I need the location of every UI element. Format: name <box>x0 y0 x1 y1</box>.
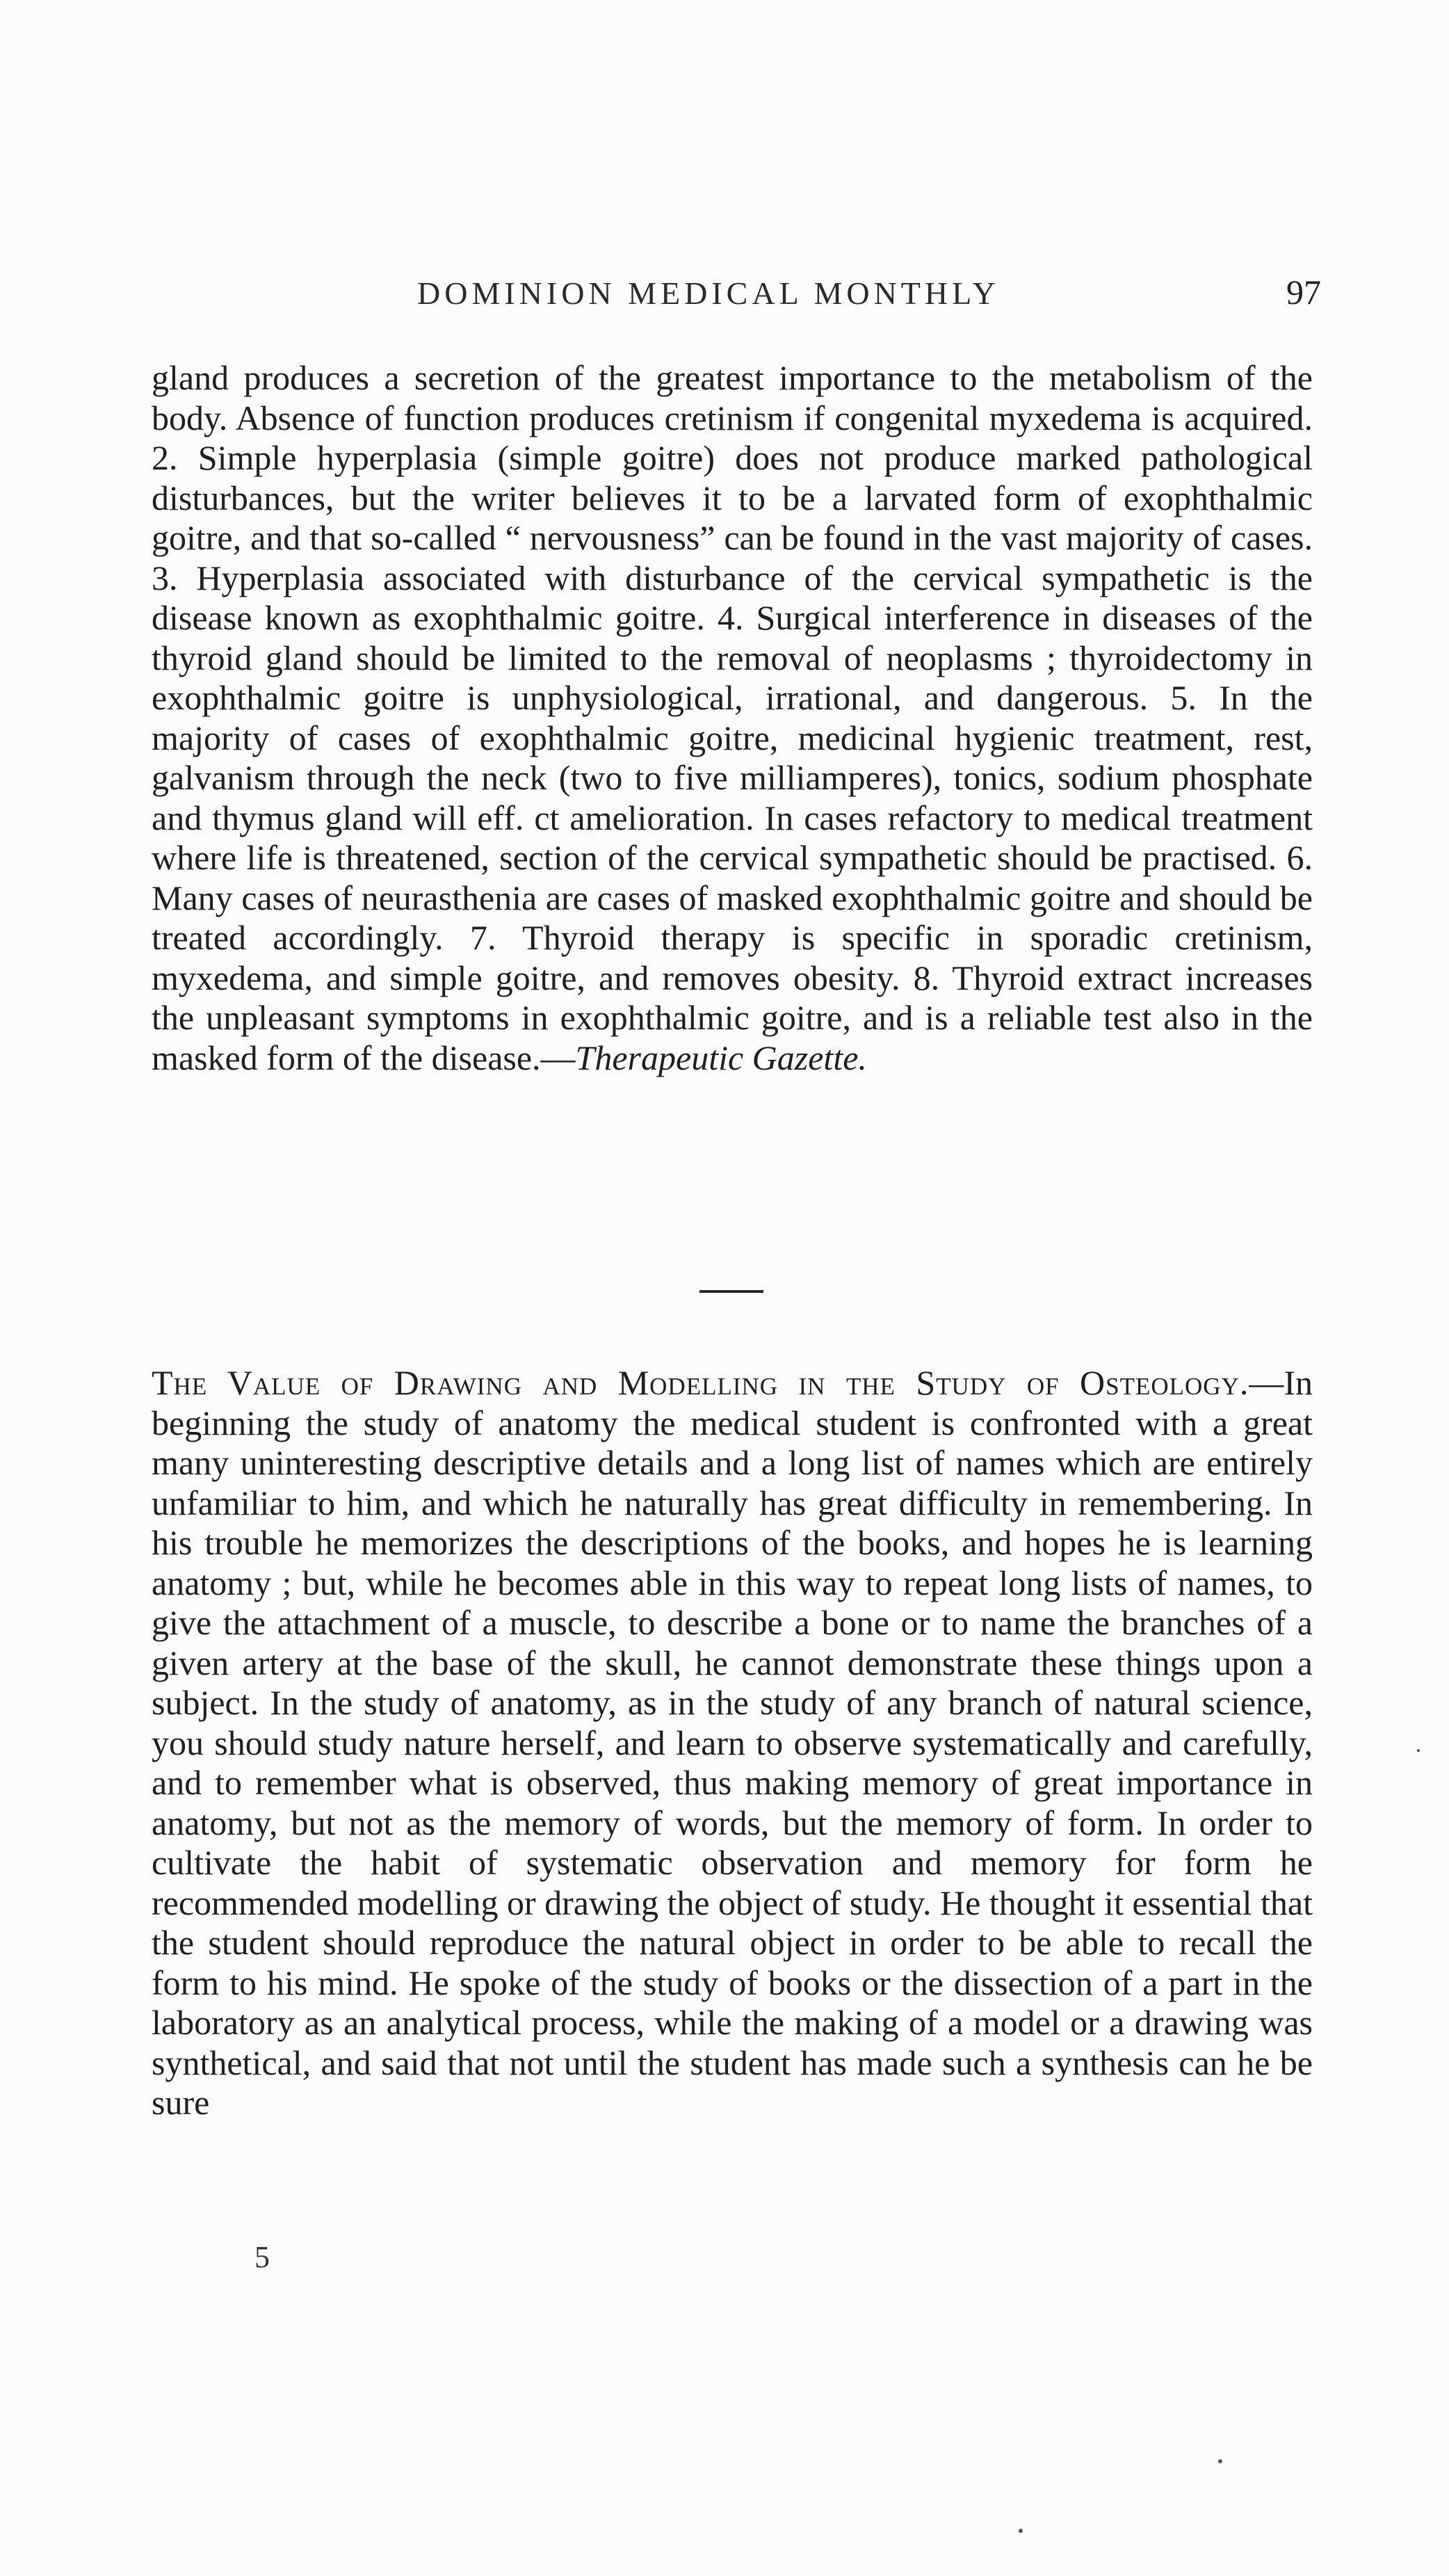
osteology-paragraph-text: —In beginning the study of anatomy the medical student is confronted with a great many uninteresting descriptive details and a long list of names which are entirely unfamiliar to him, and which he naturally has great difficulty in remembering. In his trouble he memorizes the descriptions of the books, and hopes he is learning anatomy ; but, while he becomes able in this way to repeat long lists of names, to give the attachment of a muscle, to describe a bone or to name the branches of a given artery at the base of the skull, he cannot demonstrate these things upon a subject. In the study of anatomy, as in the study of any branch of natural science, you should study nature herself, and learn to observe systematically and carefully, and to remember what is observed, thus making memory of great importance in anatomy, but not as the memory of words, but the memory of form. In order to cultivate the habit of systematic observation and memory for form he recommended modelling or drawing the object of study. He thought it essential that the student should reproduce the natural object in order to be able to recall the form to his mind. He spoke of the study of books or the dissection of a part in the laboratory as an analytical process, while the making of a model or a drawing was synthetical, and said that not until the student has made such a synthesis can he be sure <box>152 1363 1313 2122</box>
thyroid-paragraph-text: gland produces a secretion of the greatest importance to the metabolism of the body. Absence of function produces cretinism if congenital myxedema is acquired. 2. Simple hyperplasia (simple goitre) does not produce marked pathological disturbances, but the writer believes it to be a larvated form of exophthalmic goitre, and that so-called “ nervousness” can be found in the vast majority of cases. 3. Hyperplasia associated with disturbance of the cervical sympathetic is the disease known as exophthalmic goitre. 4. Surgical interference in diseases of the thyroid gland should be limited to the removal of neoplasms ; thyroidectomy in exophthalmic goitre is unphysiological, irrational, and dangerous. 5. In the majority of cases of exophthalmic goitre, medicinal hygienic treatment, rest, galvanism through the neck (two to five milliamperes), tonics, sodium phosphate and thymus gland will eff. ct amelioration. In cases refactory to medical treatment where life is threatened, section of the cervical sympathetic should be practised. 6. Many cases of neurasthenia are cases of masked exophthalmic goitre and should be treated accordingly. 7. Thyroid therapy is specific in sporadic cretinism, myxedema, and simple goitre, and removes obesity. 8. Thyroid extract increases the unpleasant symptoms in exophthalmic goitre, and is a reliable test also in the masked form of the disease.— <box>152 358 1313 1077</box>
running-header <box>417 275 1321 316</box>
thyroid-paragraph <box>152 358 1313 1078</box>
osteology-paragraph <box>152 1363 1313 2123</box>
print-speck <box>1218 2459 1222 2463</box>
journal-title: DOMINION MEDICAL MONTHLY <box>417 275 1000 311</box>
section-heading: The Value of Drawing and Modelling in the Study of Osteology. <box>152 1363 1249 1402</box>
citation: Therapeutic Gazette. <box>575 1038 867 1077</box>
page-number: 97 <box>1286 273 1321 312</box>
section-divider <box>699 1290 763 1293</box>
print-speck <box>1019 2529 1023 2533</box>
signature-mark: 5 <box>254 2240 270 2274</box>
print-speck <box>1417 1749 1420 1752</box>
